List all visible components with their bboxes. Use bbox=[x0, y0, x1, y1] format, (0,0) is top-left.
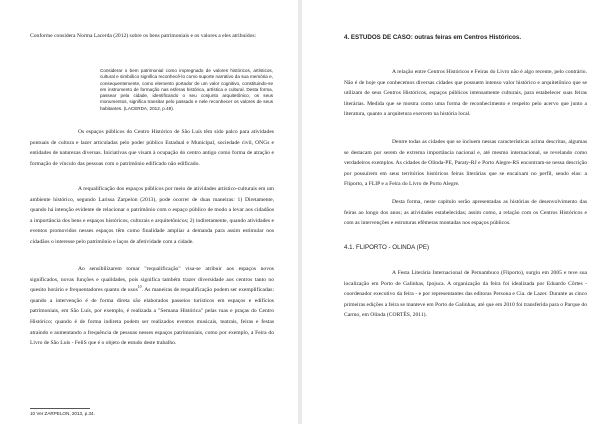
paragraph-requalification: A requalificação dos espaços públicos por meio de atividades artístico-culturais em um ambiente histórico, segundo Larissa Zarpelon (2013), pode ocorrer de duas maneiras: 1) Diretamente, quando há intenção evidente de relacionar o patrimônio com o espaço público de modo a levar aos cidadãos a importância dos bens e espaços históricos, culturais e arquitetônicos; 2) indiretamente, quando atividades e eventos promovidos nesses espaços têm como finalidade ampliar a demanda para assim estimular nos cidadãos o interesse pelo patrimônio e laços de afetividade com a cidade. bbox=[30, 186, 274, 245]
left-page bbox=[0, 0, 298, 424]
paragraph-public-spaces: Os espaços públicos do Centro Histórico de São Luís têm sido palco para atividades pontuais de cultura e lazer articuladas pelo poder público Estadual e Municipal, sociedade civil, ONGs e entidades de naturezas diversas. Iniciativas que visam à ocupação do centro antigo como forma de atração e formação de vínculo das pessoas com o patrimônio edificado não edificado. bbox=[30, 129, 274, 167]
block-quote: Considerar o bem patrimonial como impregnado de valores históricos, artísticos, cultural e simbólico significa reconhecê-lo como suporte narrativo da sua memória e, consequentemente, como elemento portador de um valor cognitivo, constituindo-se em instrumento de formação nas esferas histórica, artística e cultural. Desta forma, passear pela cidade, identificando o seu conjunto arquitetônico, os seus monumentos, significa transitar pelo passado e nele reconhecer os valores de seus habitantes. (LACERDA, 2012, p.49). bbox=[100, 68, 273, 111]
footnote-marker: 10 bbox=[137, 285, 142, 290]
footnote-rule bbox=[30, 408, 90, 409]
paragraph-chapter-outline: Desta forma, neste capítulo serão apresentadas as histórias de desenvolvimento das feiras ao longo dos anos; as atividades estabelecidas; assim como, a relação com os Centros Históricos e com as intervenções e estruturas efêmeras montadas nos espaços públicos. bbox=[344, 199, 587, 227]
footnote: 10 Ver ZARPELON, 2013, p.34. bbox=[30, 411, 95, 416]
section-heading: 4.1. FLIPORTO - OLINDA (PE) bbox=[344, 244, 430, 251]
paragraph-fliporto: A Festa Literária Internacional de Pernambuco (Fliporto), surgiu em 2005 e teve sua localização em Porto de Galinhas, Ipojuca. A organização da feira foi idealizada por Eduardo Côrtes - coordenador executivo da feira - e por representantes das editoras Persona e Cia. de Lazer. Durante as cinco primeiras edições a feira se manteve em Porto de Galinhas, até que em 2010 foi transferida para o Parque do Carmo, em Olinda (CORTÊS, 2011). bbox=[344, 270, 587, 319]
paragraph-relation: A relação entre Centros Históricos e Feiras do Livro não é algo recente, pelo contrário. Não é de hoje que conhecemos diversas cidades que possuem intenso valor histórico e arquitetônico que se utilizam de seus Centros Históricos, espaços públicos intensamente culturais, para estabelecer suas feiras literárias. Medida que se mostra como uma forma de reconhecimento e respeito pelo acervo que junto a literatura, quanto a arquitetura exercem na história local. bbox=[344, 69, 587, 118]
paragraph-cities: Dentre todas as cidades que se incluem nessas características acima descritas, algumas se destacam por serem de extrema importância nacional e, até mesmo internacional, se revelando como verdadeiros exemplos. As cidades de Olinda-PE, Paraty-RJ e Porto Alegre-RS encontram-se nessa descrição por possuírem em seus territórios históricos feiras literárias que se encaixam no perfil, sendo elas: a Fliporto, a FLIP e a Feira do Livro de Porto Alegre. bbox=[344, 139, 587, 188]
paragraph-examples-part2: . As maneiras de requalificação podem ser exemplificadas: quando a intervenção é de forma direta são elaborados passeios turísticos em espaços e edifícios patrimoniais, em São Luís, por exemplo, é realizada a "Semana Histórica" pelas ruas e praças do Centro Histórico; quando é de forma indireta podem ser realizados eventos musicais, teatrais, feiras e festas atraindo e aumentando a frequência de pessoas nesses espaços patrimoniais, como por exemplo, a Feira do Livro de São Luís - FeliS que é o objeto de estudo deste trabalho. bbox=[30, 287, 274, 347]
paragraph-examples bbox=[30, 264, 274, 349]
right-page bbox=[302, 0, 600, 424]
paragraph-examples-part1: Ao sensibilizarem tornar "requalificação" visa-se atribuir aos espaços novos significados, novas funções e qualidades, pois significa também trazer diversidade aos centros tanto no quesito horário e frequentadores quanto de usos bbox=[30, 266, 274, 294]
intro-paragraph: Conforme considera Norma Lacerda (2012) sobre os bens patrimoniais e os valores a eles atribuídos: bbox=[30, 33, 257, 39]
chapter-heading: 4. ESTUDOS DE CASO: outras feiras em Centros Históricos. bbox=[344, 34, 522, 41]
